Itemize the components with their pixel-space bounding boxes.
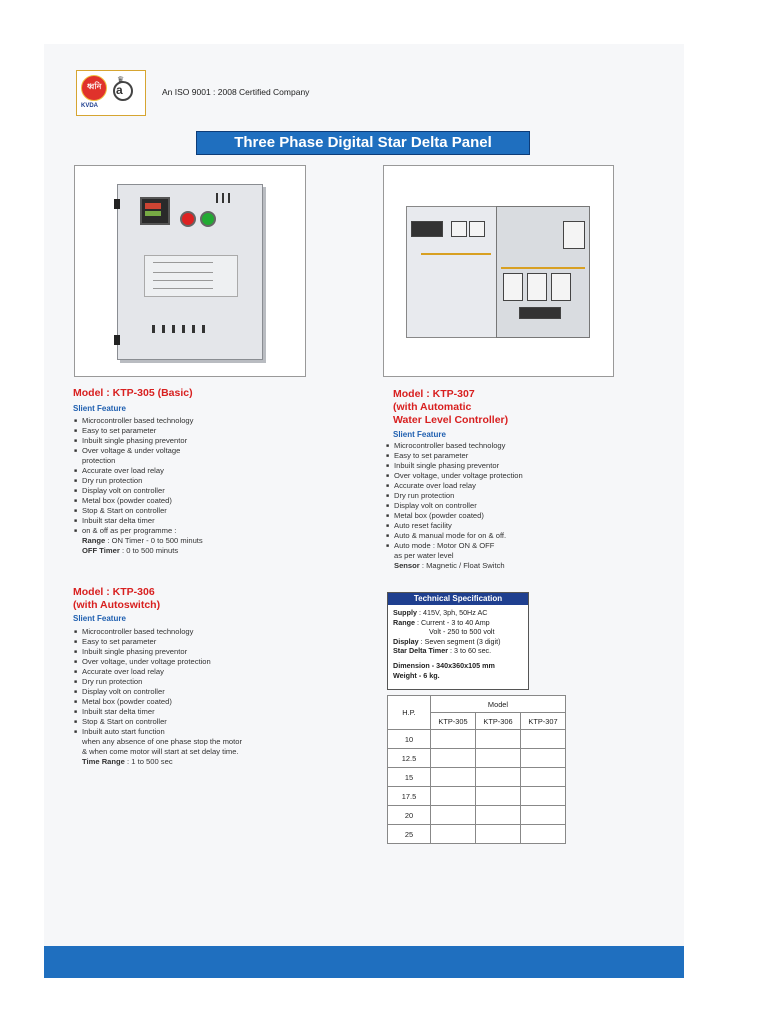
table-row: 15: [388, 768, 566, 787]
list-item: ■ Accurate over load relay: [386, 481, 606, 491]
brand-logo-text: ধ্বনি: [87, 82, 102, 91]
model-ktp-306-feature-list: ■ Microcontroller based technology ■ Easy to set parameter ■ Inbuilt single phasing preventor ■ Over voltage, under voltage protection ■ Accurate over load relay ■ Dry run protection ■ Display volt on controller ■ Metal box (powder coated) ■ Inbuilt star delta timer ■ Stop & Start on controller ■ Inbuilt auto start function when any absence of one phase stop the motor & when come motor will start at set delay time. Time Range : 1 to 500 sec: [74, 627, 284, 767]
model-ktp-307-feature-heading: Slient Feature: [393, 430, 446, 439]
model-ktp-305-feature-list: ■ Microcontroller based technology ■ Easy to set parameter ■ Inbuilt single phasing preventor ■ Over voltage & under voltage protection ■ Accurate over load relay ■ Dry run protection ■ Display volt on controller ■ Metal box (powder coated) ■ Stop & Start on controller ■ Inbuilt star delta timer ■ on & off as per programme : Range : ON Timer - 0 to 500 minuts OFF Timer : 0 to 500 minuts: [74, 416, 244, 556]
page-title: Three Phase Digital Star Delta Panel: [196, 131, 530, 155]
hp-header: H.P.: [388, 696, 431, 730]
controller-display: [140, 197, 170, 225]
list-item: ■ Inbuilt auto start function: [74, 727, 284, 737]
model-ktp-306-title: Model : KTP-306 (with Autoswitch): [73, 586, 161, 611]
logo-caption: KVDA: [81, 103, 99, 109]
start-button-indicator: [200, 211, 216, 227]
list-item: ■ Easy to set parameter: [386, 451, 606, 461]
iso-seal-logo: [111, 75, 135, 101]
list-item: ■ Easy to set parameter: [74, 426, 244, 436]
list-item: ■ Inbuilt star delta timer: [74, 707, 284, 717]
list-item: ■ Accurate over load relay: [74, 667, 284, 677]
column-header: KTP-307: [521, 713, 566, 730]
iso-certification-text: An ISO 9001 : 2008 Certified Company: [162, 87, 310, 97]
list-item: ■ Accurate over load relay: [74, 466, 244, 476]
list-item: ■ on & off as per programme :: [74, 526, 244, 536]
stop-button-indicator: [180, 211, 196, 227]
list-item: ■ Auto & manual mode for on & off.: [386, 531, 606, 541]
list-item: ■ Easy to set parameter: [74, 637, 284, 647]
list-item: ■ Inbuilt single phasing preventor: [74, 436, 244, 446]
list-item: ■ Auto mode : Motor ON & OFF: [386, 541, 606, 551]
model-ktp-305-title: Model : KTP-305 (Basic): [73, 387, 193, 399]
list-item: ■ Stop & Start on controller: [74, 717, 284, 727]
model-ktp-307-title: Model : KTP-307 (with Automatic Water Level Controller): [393, 388, 509, 426]
list-item: ■ Auto reset facility: [386, 521, 606, 531]
column-header: KTP-306: [476, 713, 521, 730]
list-item: ■ Dry run protection: [74, 476, 244, 486]
product-photo-ktp-307: [383, 165, 614, 377]
model-ktp-307-feature-list: ■ Microcontroller based technology ■ Easy to set parameter ■ Inbuilt single phasing preventor ■ Over voltage, under voltage protection ■ Accurate over load relay ■ Dry run protection ■ Display volt on controller ■ Metal box (powder coated) ■ Auto reset facility ■ Auto & manual mode for on & off. ■ Auto mode : Motor ON & OFF as per water level Sensor : Magnetic / Float Switch: [386, 441, 606, 571]
footer-bar: [44, 946, 684, 978]
list-item: ■ Microcontroller based technology: [74, 416, 244, 426]
list-item: ■ Metal box (powder coated): [74, 496, 244, 506]
brand-logo: [81, 75, 107, 101]
list-item: ■ Inbuilt star delta timer: [74, 516, 244, 526]
list-item: ■ Display volt on controller: [386, 501, 606, 511]
list-item: ■ Over voltage, under voltage protection: [74, 657, 284, 667]
column-header: KTP-305: [431, 713, 476, 730]
model-hp-table: [387, 695, 566, 844]
product-photo-ktp-305: [74, 165, 306, 377]
table-row: 20: [388, 806, 566, 825]
list-item: ■ Inbuilt single phasing preventor: [386, 461, 606, 471]
list-item: ■ Metal box (powder coated): [74, 697, 284, 707]
certification-logos: [76, 70, 146, 116]
list-item: ■ Display volt on controller: [74, 486, 244, 496]
model-header: Model: [431, 696, 566, 713]
crown-icon: ♛: [117, 75, 125, 84]
list-item: ■ Inbuilt single phasing preventor: [74, 647, 284, 657]
list-item: ■ Dry run protection: [386, 491, 606, 501]
panel-nameplate: [144, 255, 238, 297]
model-ktp-305-feature-heading: Slient Feature: [73, 404, 126, 413]
model-ktp-306-feature-heading: Slient Feature: [73, 614, 126, 623]
table-row: 10: [388, 730, 566, 749]
list-item: ■ Metal box (powder coated): [386, 511, 606, 521]
table-row: 25: [388, 825, 566, 844]
list-item: ■ Dry run protection: [74, 677, 284, 687]
panel-door: [406, 206, 498, 338]
list-item: ■ Over voltage, under voltage protection: [386, 471, 606, 481]
iso-seal-text: a: [116, 83, 123, 97]
list-item: ■ Microcontroller based technology: [74, 627, 284, 637]
list-item: ■ Microcontroller based technology: [386, 441, 606, 451]
list-item: ■ Display volt on controller: [74, 687, 284, 697]
technical-specification-heading: Technical Specification: [388, 593, 528, 605]
panel-interior: [496, 206, 590, 338]
technical-specification-box: Technical Specification Supply : 415V, 3ph, 50Hz AC Range : Current - 3 to 40 Amp Volt - 250 to 500 volt Display : Seven segment (3 digit) Star Delta Timer : 3 to 60 sec. Dimension - 340x360x105 mm Weight - 6 kg.: [387, 592, 529, 690]
table-row: 12.5: [388, 749, 566, 768]
list-item: ■ Stop & Start on controller: [74, 506, 244, 516]
table-row: 17.5: [388, 787, 566, 806]
list-item: ■ Over voltage & under voltage protection: [74, 446, 212, 466]
panel-enclosure: [117, 184, 263, 360]
